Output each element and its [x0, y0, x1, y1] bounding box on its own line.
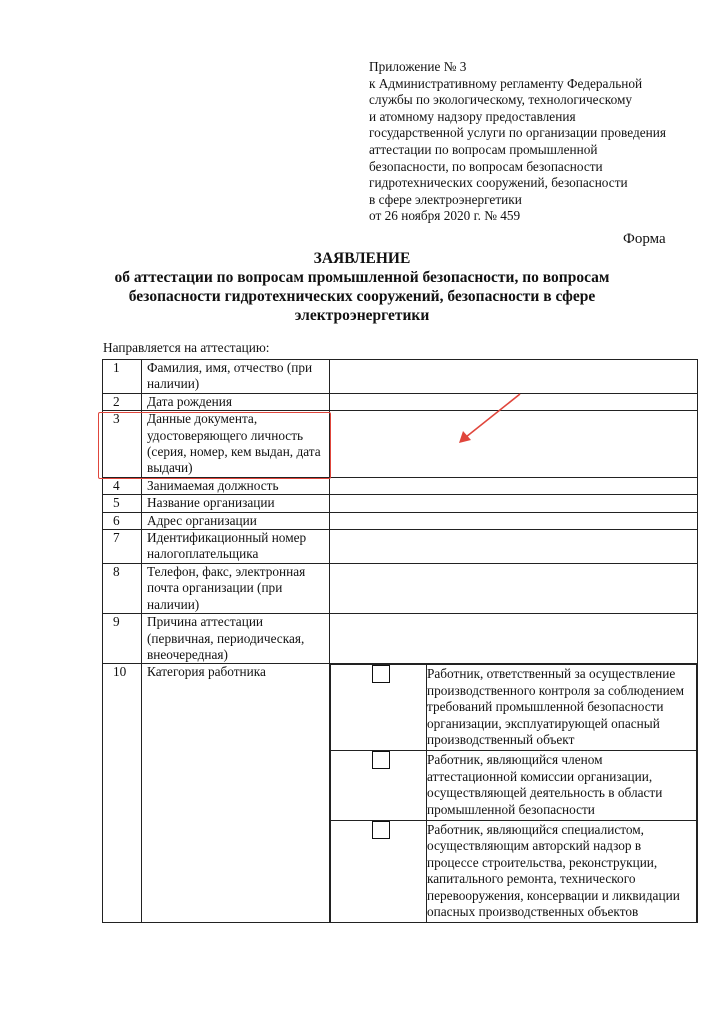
row-number: 6 — [103, 512, 142, 529]
title-main: ЗАЯВЛЕНИЕ — [313, 250, 411, 267]
category-label: Работник, ответственный за осуществление производственного контроля за соблюдением требований промышленной безопасности организации, эксплуатирующей опасный производственный объект — [427, 665, 697, 751]
row-number: 9 — [103, 614, 142, 664]
row-label: Дата рождения — [142, 393, 330, 410]
row-label: Адрес организации — [142, 512, 330, 529]
row-label: Фамилия, имя, отчество (при наличии) — [142, 360, 330, 394]
category-label: Работник, являющийся членом аттестационной комиссии организации, осуществляющей деятельность в области промышленной безопасности — [427, 751, 697, 821]
appendix-line: и атомному надзору предоставления — [369, 108, 576, 124]
row-number: 5 — [103, 495, 142, 512]
appendix-line: Приложение № 3 — [369, 59, 467, 74]
directed-label: Направляется на аттестацию: — [103, 340, 270, 355]
row-number: 1 — [103, 360, 142, 394]
appendix-line: безопасности, по вопросам безопасности — [369, 158, 603, 174]
appendix-line: в сфере электроэнергетики — [369, 191, 522, 207]
row-number: 8 — [103, 563, 142, 613]
row-number: 4 — [103, 477, 142, 494]
row-label: Данные документа, удостоверяющего личность (серия, номер, кем выдан, дата выдачи) — [142, 411, 330, 478]
row-label: Телефон, факс, электронная почта организации (при наличии) — [142, 563, 330, 613]
appendix-line: от 26 ноября 2020 г. № 459 — [369, 208, 521, 224]
row-label: Категория работника — [142, 664, 330, 923]
row-number: 7 — [103, 530, 142, 564]
row-label: Причина аттестации (первичная, периодическая, внеочередная) — [142, 614, 330, 664]
title-sub-line: об аттестации по вопросам промышленной безопасности, по вопросам — [114, 269, 610, 286]
appendix-line: службы по экологическому, технологическому — [369, 92, 633, 108]
appendix-line: к Административному регламенту Федеральной — [369, 75, 643, 91]
row-number: 3 — [103, 411, 142, 478]
row-label: Идентификационный номер налогоплательщика — [142, 530, 330, 564]
row-number: 2 — [103, 393, 142, 410]
form-label: Форма — [623, 231, 666, 247]
row-label: Название организации — [142, 495, 330, 512]
appendix-line: гидротехнических сооружений, безопасности — [369, 175, 628, 191]
arrow-line — [466, 394, 520, 437]
title-sub-line: безопасности гидротехнических сооружений, безопасности в сфере — [128, 288, 596, 305]
row-number: 10 — [103, 664, 142, 923]
row-label: Занимаемая должность — [142, 477, 330, 494]
appendix-line: государственной услуги по организации проведения — [369, 125, 666, 141]
arrow-head — [459, 431, 471, 443]
title-sub-line: электроэнергетики — [294, 307, 430, 324]
appendix-line: аттестации по вопросам промышленной — [369, 141, 598, 157]
category-label: Работник, являющийся специалистом, осуществляющим авторский надзор в процессе строительства, реконструкции, капитального ремонта, технического перевооружения, консервации и ликвидации опасных производственных объектов — [427, 820, 697, 922]
